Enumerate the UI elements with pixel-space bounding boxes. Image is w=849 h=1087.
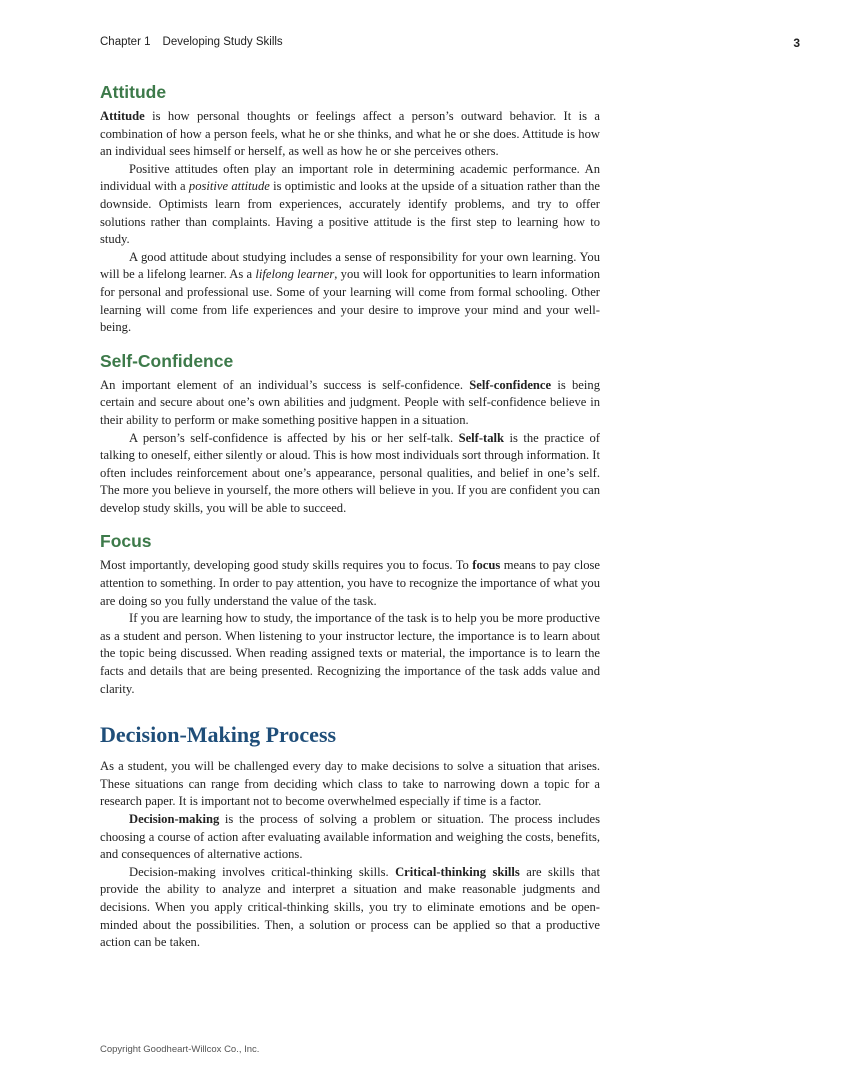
- section-self-confidence: [100, 349, 600, 518]
- paragraph-decision-2: Decision-making is the process of solving a problem or situation. The process includes choosing a course of action after evaluating available information and weighing the costs, benefits, and consequences of alternative actions.: [100, 812, 600, 862]
- term-self-confidence: Self-confidence: [469, 377, 552, 392]
- heading-decision-making: Decision-Making Process: [100, 722, 337, 748]
- paragraph-focus-2: If you are learning how to study, the importance of the task is to help you be more productive as a student and person. When listening to your instructor lecture, the importance is to learn about the topic being discussed. When reading assigned texts or material, the importance is to learn the facts and details that are being presented. Recognizing the importance of the task adds value and clarity.: [100, 611, 600, 696]
- chapter-label-group: [100, 36, 283, 48]
- copyright-footer: Copyright Goodheart-Willcox Co., Inc.: [100, 1044, 260, 1055]
- section-attitude: [100, 80, 600, 337]
- page-number: 3: [793, 36, 800, 50]
- term-positive-attitude: positive attitude: [188, 179, 270, 194]
- heading-self-confidence: Self-Confidence: [100, 350, 234, 371]
- paragraph-decision-1: As a student, you will be challenged every day to make decisions to solve a situation that arises. These situations can range from deciding which class to take to narrowing down a topic for a research paper. It is important not to become overwhelmed especially if time is a factor.: [100, 759, 600, 809]
- paragraph-self-confidence-2: A person’s self-confidence is affected by his or her self-talk. Self-talk is the practice of talking to oneself, either silently or aloud. This is how most individuals sort through information. It often includes reinforcement about one’s appearance, personal qualities, and belief in one’s self. The more you believe in yourself, the more others will believe in you. If you are confident you can develop study skills, you will be able to succeed.: [100, 430, 601, 515]
- paragraph-attitude-1: Attitude is how personal thoughts or feelings affect a person’s outward behavior. It is a combination of how a person feels, what he or she thinks, and what he or she does. Attitude is how an individual sees himself or herself, as well as how he or she perceives others.: [100, 109, 600, 159]
- chapter-title: Developing Study Skills: [162, 36, 283, 48]
- paragraph-focus-1: Most importantly, developing good study skills requires you to focus. To focus means to pay close attention to something. In order to pay attention, you have to recognize the importance of what you are doing so you fully understand the value of the task.: [100, 558, 600, 608]
- term-attitude: Attitude: [100, 109, 145, 123]
- term-critical-thinking-skills: Critical-thinking skills: [395, 864, 520, 879]
- heading-focus: Focus: [100, 531, 152, 552]
- chapter-label: Chapter 1: [100, 36, 151, 48]
- paragraph-attitude-3: A good attitude about studying includes a sense of responsibility for your own learning. You will be a lifelong learner. As a lifelong learner, you will look for opportunities to learn information for personal and professional use. Some of your learning will come from formal schooling. Other learning will come from life experiences and your desire to improve your mind and your well-being.: [100, 249, 600, 335]
- term-focus: focus: [472, 558, 501, 573]
- term-decision-making: Decision-making: [129, 812, 220, 826]
- running-head: [100, 36, 800, 54]
- paragraph-attitude-2: Positive attitudes often play an important role in determining academic performance. An individual with a positive attitude is optimistic and looks at the upside of a situation rather than the downside. Optimists learn from experiences, accurately identify problems, and try to offer solutions rather than complaints. Having a positive attitude is the first step to learning how to study.: [100, 161, 601, 247]
- paragraph-decision-3: Decision-making involves critical-thinking skills. Critical-thinking skills are skills that provide the ability to analyze and interpret a situation and make reasonable judgments and decisions. When you apply critical-thinking skills, you try to eliminate emotions and be open-minded about the possibilities. Then, a solution or process can be applied so that a productive action can be taken.: [100, 864, 600, 950]
- section-focus: [100, 529, 600, 698]
- section-decision-making: [100, 720, 600, 952]
- term-self-talk: Self-talk: [458, 430, 505, 445]
- heading-attitude: Attitude: [100, 82, 167, 102]
- term-lifelong-learner: lifelong learner: [255, 267, 335, 282]
- page-body: [100, 80, 600, 952]
- paragraph-self-confidence-1: An important element of an individual’s success is self-confidence. Self-confidence is being certain and secure about one’s own abilities and judgment. People with self-confidence believe in their ability to perform or make something positive happen in a situation.: [100, 377, 600, 427]
